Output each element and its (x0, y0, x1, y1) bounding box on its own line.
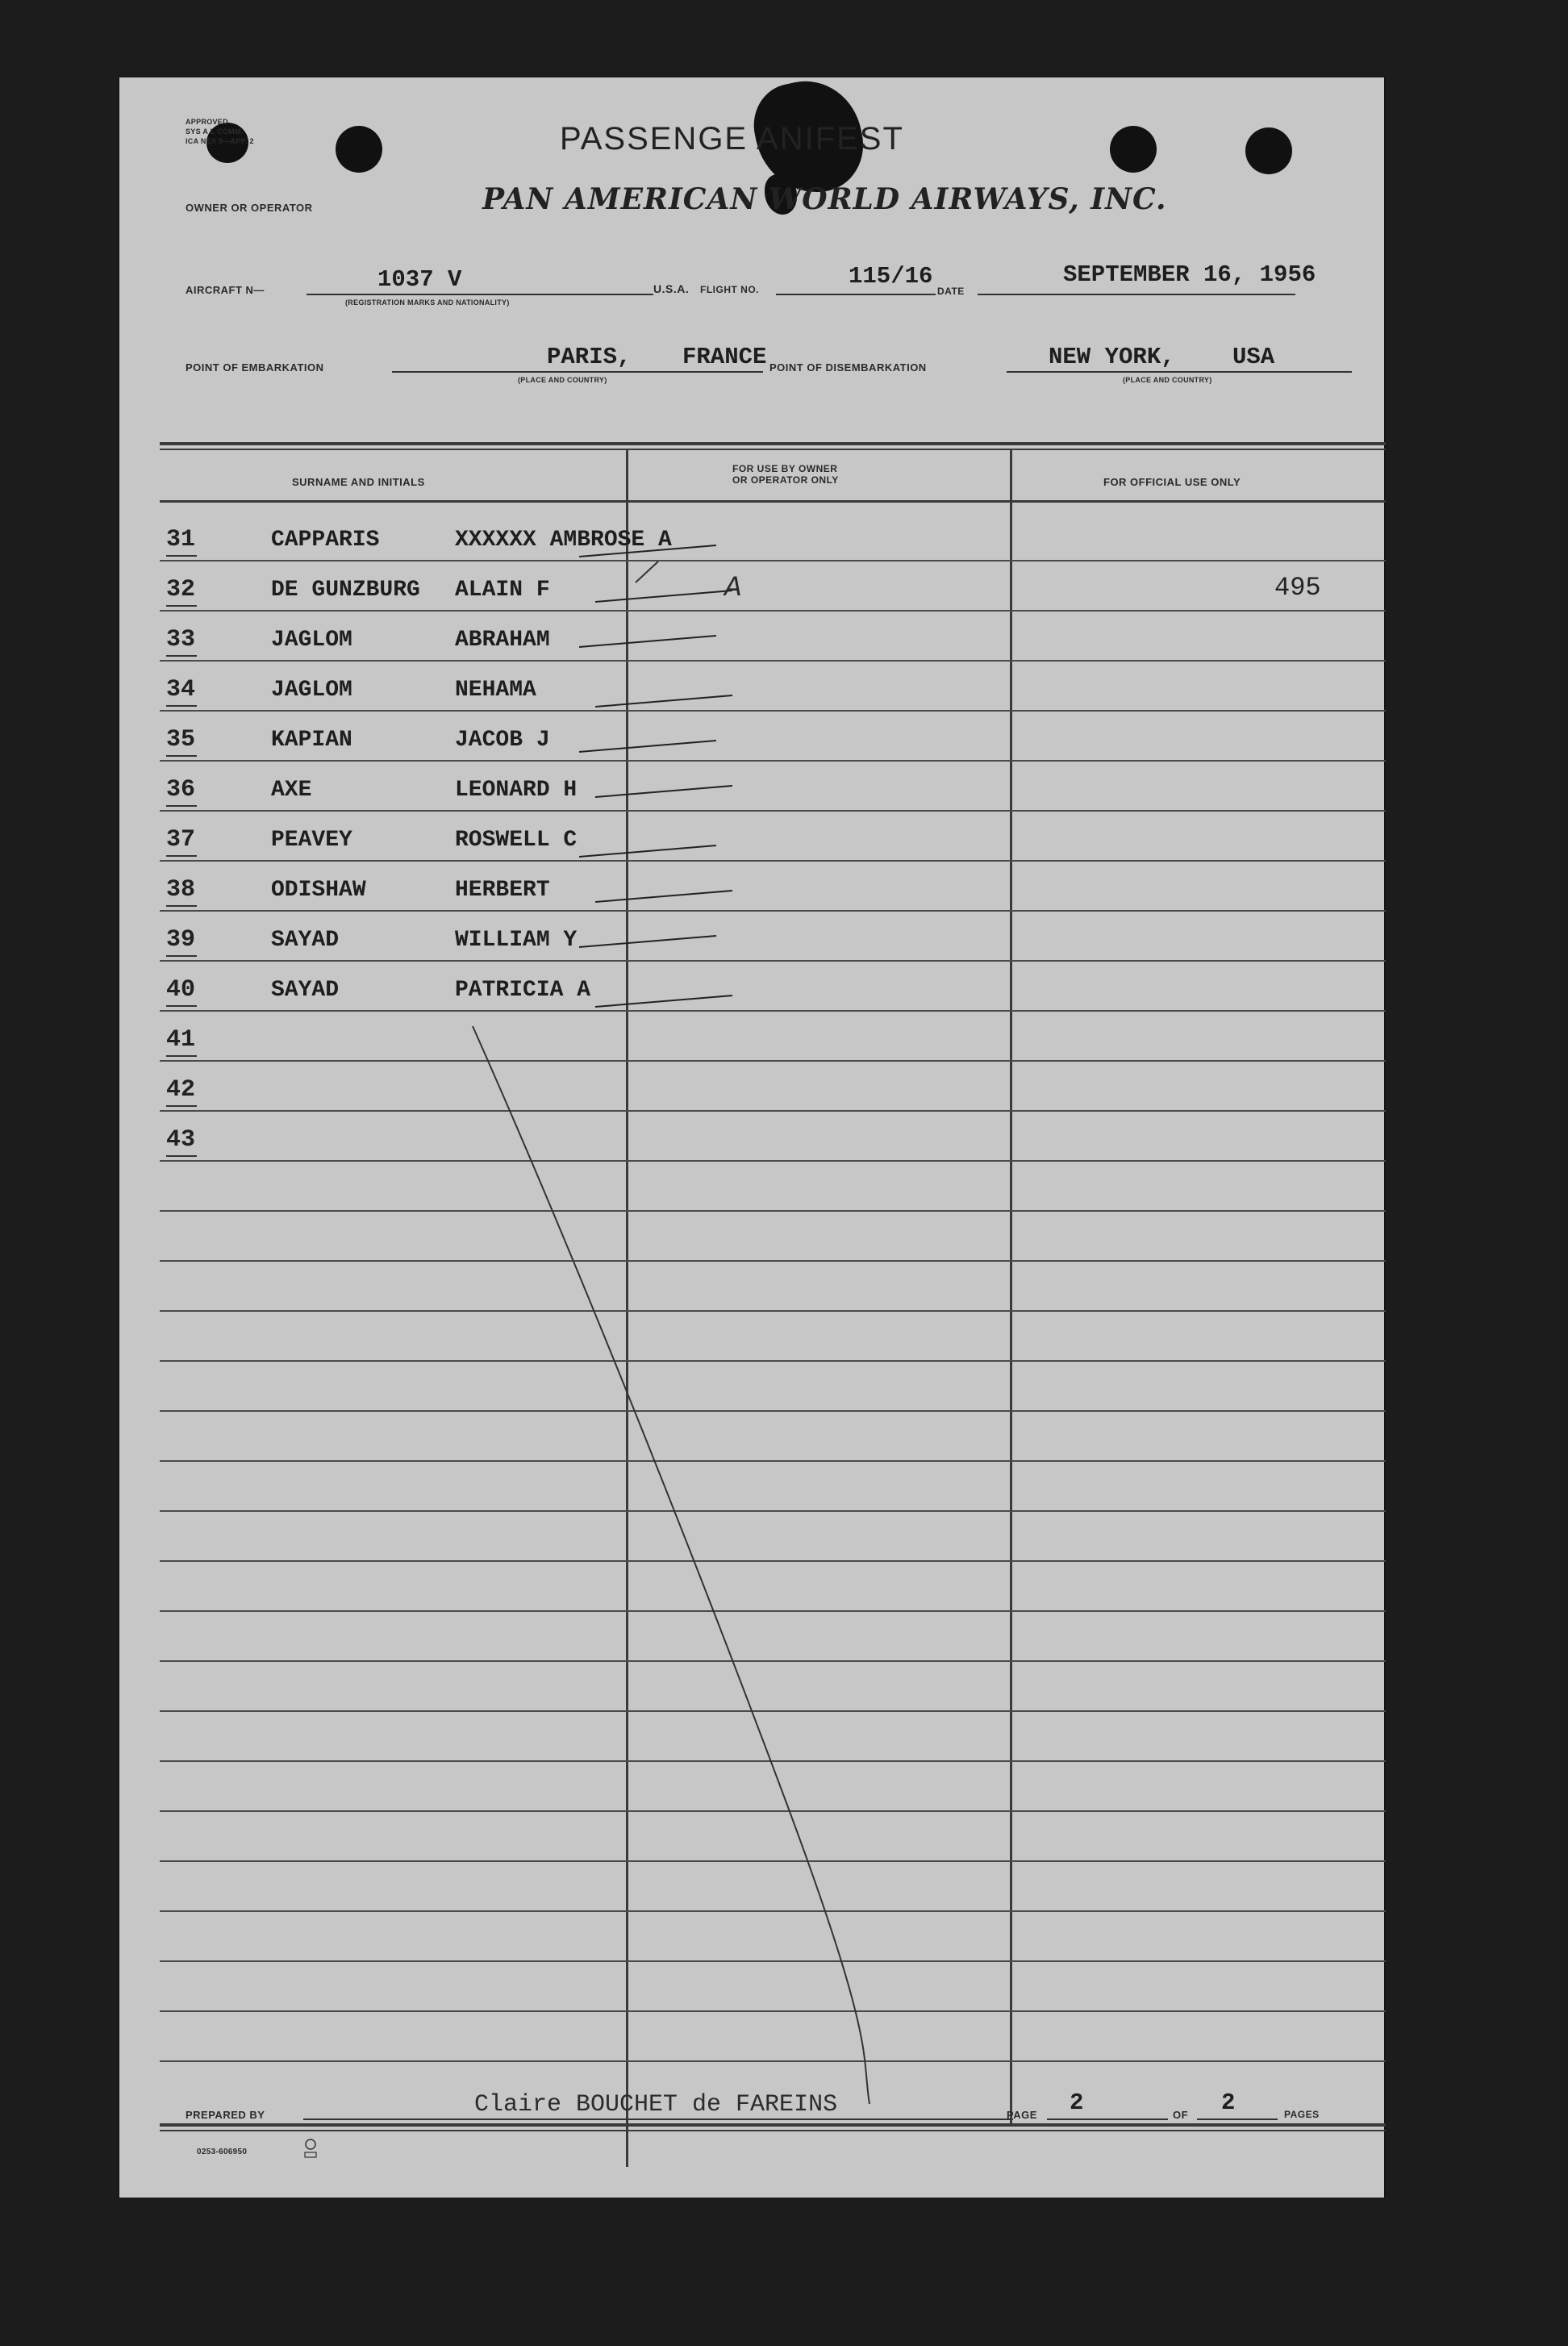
flight-no-label: FLIGHT NO. (700, 284, 759, 295)
row-number: 39 (166, 926, 196, 954)
passenger-surname: DE GUNZBURG (271, 578, 420, 603)
check-mark-stroke (636, 561, 658, 582)
passenger-surname: CAPPARIS (271, 528, 380, 553)
passenger-surname: SAYAD (271, 928, 340, 953)
passenger-surname: AXE (271, 778, 312, 803)
of-line (1197, 2118, 1278, 2120)
passenger-given-names: PATRICIA A (455, 978, 591, 1003)
passenger-surname: KAPIAN (271, 728, 352, 753)
disembarkation-country: USA (1232, 344, 1275, 370)
col-header-official: FOR OFFICIAL USE ONLY (1103, 476, 1241, 488)
disembarkation-label: POINT OF DISEMBARKATION (769, 361, 927, 374)
passenger-given-names: HERBERT (455, 878, 550, 903)
tick-stroke (595, 591, 732, 602)
flight-no-value: 115/16 (849, 263, 933, 290)
registration-note: (REGISTRATION MARKS AND NATIONALITY) (345, 298, 510, 307)
col-header-owner-2: OR OPERATOR ONLY (732, 474, 839, 486)
row-number: 40 (166, 976, 196, 1004)
official-use-value: 495 (1274, 573, 1321, 603)
col-header-owner-1: FOR USE BY OWNER (732, 463, 838, 474)
passenger-given-names: LEONARD H (455, 778, 578, 803)
of-value: 2 (1221, 2089, 1236, 2116)
page-line (1047, 2118, 1168, 2120)
embarkation-country: FRANCE (682, 344, 767, 370)
row-number: 35 (166, 726, 196, 753)
prepared-label: PREPARED BY (186, 2109, 265, 2121)
passenger-surname: SAYAD (271, 978, 340, 1003)
passenger-given-names: NEHAMA (455, 678, 536, 703)
passenger-surname: ODISHAW (271, 878, 366, 903)
page-title: PASSENGE ANIFEST (560, 121, 904, 157)
embarkation-city: PARIS, (547, 344, 632, 370)
row-number: 33 (166, 626, 196, 653)
tick-stroke (579, 845, 716, 857)
form-number: 0253-606950 (197, 2148, 248, 2156)
row-number: 37 (166, 826, 196, 854)
passenger-surname: PEAVEY (271, 828, 352, 853)
tick-stroke (579, 741, 716, 752)
pen-strokes (119, 77, 1384, 2198)
embarkation-place-note: (PLACE AND COUNTRY) (518, 376, 607, 384)
passenger-surname: JAGLOM (271, 628, 352, 653)
row-number: 34 (166, 676, 196, 703)
long-diagonal-stroke (473, 1026, 869, 2104)
row-number: 42 (166, 1076, 196, 1104)
usa-label: U.S.A. (653, 282, 690, 295)
tick-stroke (595, 695, 732, 707)
tick-stroke (579, 545, 716, 557)
tick-stroke (595, 891, 732, 902)
date-value: SEPTEMBER 16, 1956 (1063, 261, 1316, 288)
col-header-names: SURNAME AND INITIALS (292, 476, 425, 488)
prepared-value: Claire BOUCHET de FAREINS (474, 2091, 838, 2118)
aircraft-label: AIRCRAFT N— (186, 284, 265, 296)
embarkation-label: POINT OF EMBARKATION (186, 361, 324, 374)
row-number: 32 (166, 576, 196, 603)
row-number: 36 (166, 776, 196, 804)
passenger-given-names: WILLIAM Y (455, 928, 578, 953)
row-number: 43 (166, 1126, 196, 1154)
tick-stroke (595, 996, 732, 1007)
tick-stroke (595, 786, 732, 797)
tick-stroke (579, 936, 716, 947)
printer-mark-icon (298, 2135, 323, 2167)
tick-stroke (579, 636, 716, 647)
approval-line-1: APPROVED (186, 118, 228, 126)
page-label: PAGE (1007, 2109, 1037, 2121)
pages-label: PAGES (1284, 2109, 1320, 2120)
aircraft-value: 1037 V (377, 266, 462, 293)
disembarkation-place-note: (PLACE AND COUNTRY) (1123, 376, 1212, 384)
approval-line-3: ICA NEX 9—APP. 2 (186, 137, 254, 145)
page-value: 2 (1070, 2089, 1084, 2116)
row-number: 31 (166, 526, 196, 553)
disembarkation-city: NEW YORK, (1049, 344, 1175, 370)
passenger-given-names: XXXXXX AMBROSE A (455, 528, 672, 553)
owner-label: OWNER OR OPERATOR (186, 202, 313, 214)
row-number: 41 (166, 1026, 196, 1054)
passenger-given-names: ALAIN F (455, 578, 550, 603)
prepared-line (303, 2118, 1013, 2120)
owner-value: PAN AMERICAN WORLD AIRWAYS, INC. (482, 182, 1167, 216)
approval-line-2: SYS A L COMM. (186, 127, 244, 136)
manifest-paper (119, 77, 1384, 2198)
passenger-given-names: ABRAHAM (455, 628, 550, 653)
passenger-surname: JAGLOM (271, 678, 352, 703)
operator-mark: A (724, 571, 742, 602)
date-label: DATE (937, 286, 965, 297)
passenger-given-names: JACOB J (455, 728, 550, 753)
of-label: OF (1173, 2109, 1189, 2121)
row-number: 38 (166, 876, 196, 904)
passenger-given-names: ROSWELL C (455, 828, 578, 853)
